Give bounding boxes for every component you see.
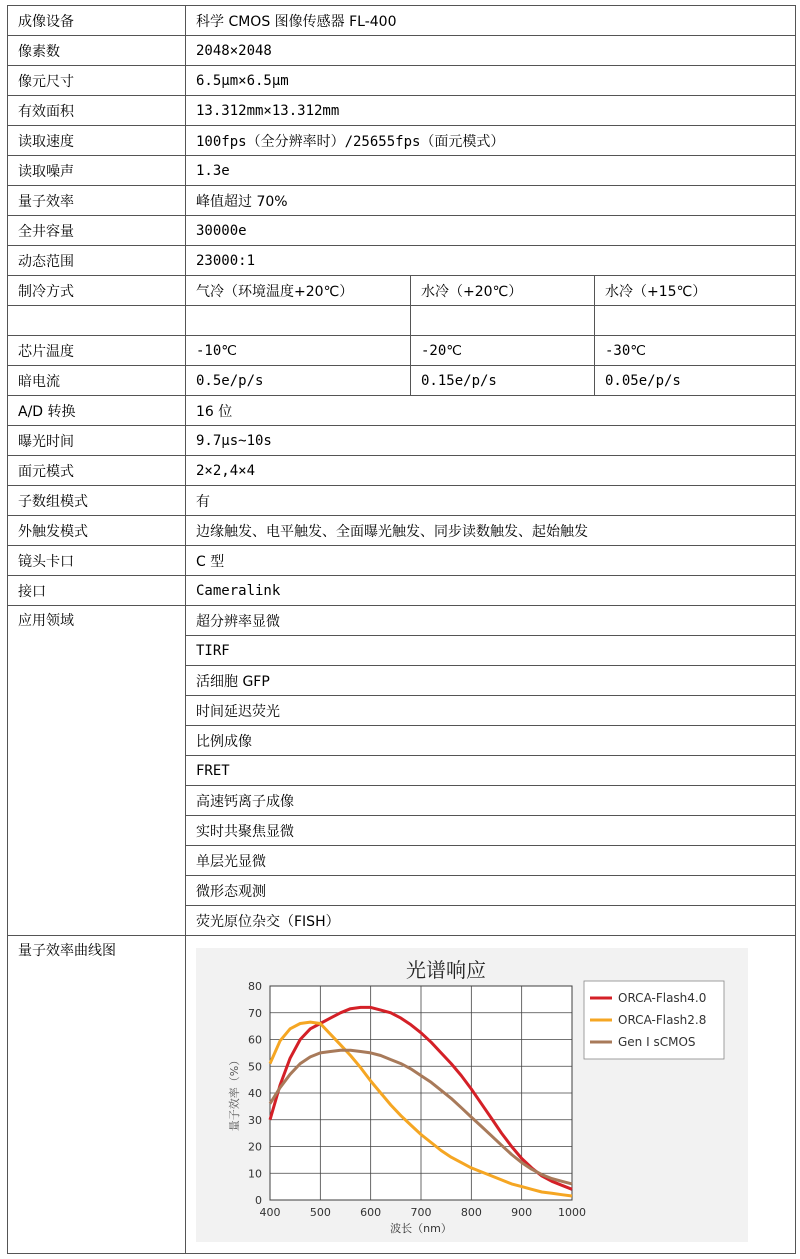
cooling-label: 制冷方式 xyxy=(8,276,186,306)
spec-row xyxy=(8,546,796,576)
spec-label: 成像设备 xyxy=(8,6,186,36)
chip-temp-value: -10℃ xyxy=(186,336,411,366)
dark-current-value: 0.5e/p/s xyxy=(186,366,411,396)
cooling-row xyxy=(8,276,796,306)
y-axis-label: 量子效率（%） xyxy=(228,1054,241,1131)
dark-current-value: 0.05e/p/s xyxy=(595,366,796,396)
dark-current-row xyxy=(8,366,796,396)
spec-value: 峰值超过 70% xyxy=(186,186,796,216)
spec-value: 2×2,4×4 xyxy=(186,456,796,486)
spec-row xyxy=(8,216,796,246)
legend-label: Gen I sCMOS xyxy=(618,1034,696,1049)
spec-value: 30000e xyxy=(186,216,796,246)
spec-row xyxy=(8,456,796,486)
x-tick-label: 500 xyxy=(309,1205,331,1219)
y-tick-label: 30 xyxy=(248,1113,262,1127)
application-item: 活细胞 GFP xyxy=(186,666,796,696)
spec-row xyxy=(8,156,796,186)
qe-curve-label: 量子效率曲线图 xyxy=(8,936,186,1254)
spec-label: 外触发模式 xyxy=(8,516,186,546)
legend-label: ORCA-Flash2.8 xyxy=(618,1012,707,1027)
applications-label: 应用领域 xyxy=(8,606,186,936)
spec-label: A/D 转换 xyxy=(8,396,186,426)
y-tick-label: 10 xyxy=(248,1166,262,1180)
spec-label: 动态范围 xyxy=(8,246,186,276)
spec-value: 100fps（全分辨率时）/25655fps（面元模式） xyxy=(186,126,796,156)
empty-cell xyxy=(186,306,411,336)
x-tick-label: 900 xyxy=(511,1205,533,1219)
dark-current-value: 0.15e/p/s xyxy=(411,366,595,396)
cooling-mode: 水冷（+20℃） xyxy=(411,276,595,306)
application-row xyxy=(8,606,796,636)
chip-temp-row xyxy=(8,336,796,366)
cooling-mode: 水冷（+15℃） xyxy=(595,276,796,306)
application-item: 时间延迟荧光 xyxy=(186,696,796,726)
spec-row xyxy=(8,96,796,126)
qe-chart-svg xyxy=(196,948,748,1242)
spec-table xyxy=(7,5,796,1254)
empty-row xyxy=(8,306,796,336)
spec-label: 读取噪声 xyxy=(8,156,186,186)
x-axis-label: 波长（nm） xyxy=(390,1221,452,1235)
spec-value: 9.7μs~10s xyxy=(186,426,796,456)
spec-label: 像元尺寸 xyxy=(8,66,186,96)
spec-value: 6.5μm×6.5μm xyxy=(186,66,796,96)
spec-label: 读取速度 xyxy=(8,126,186,156)
chip-temp-value: -20℃ xyxy=(411,336,595,366)
chart-title: 光谱响应 xyxy=(406,957,486,982)
x-tick-label: 1000 xyxy=(558,1205,586,1219)
spec-value: 23000:1 xyxy=(186,246,796,276)
application-item: FRET xyxy=(186,756,796,786)
cooling-mode: 气冷（环境温度+20℃） xyxy=(186,276,411,306)
spec-value: 2048×2048 xyxy=(186,36,796,66)
spec-label: 子数组模式 xyxy=(8,486,186,516)
spec-value: 边缘触发、电平触发、全面曝光触发、同步读数触发、起始触发 xyxy=(186,516,796,546)
spec-value: 有 xyxy=(186,486,796,516)
spec-label: 面元模式 xyxy=(8,456,186,486)
spec-row xyxy=(8,426,796,456)
y-tick-label: 50 xyxy=(248,1059,262,1073)
spec-value: 13.312mm×13.312mm xyxy=(186,96,796,126)
spec-row xyxy=(8,186,796,216)
spec-row xyxy=(8,36,796,66)
spec-row xyxy=(8,6,796,36)
y-tick-label: 60 xyxy=(248,1033,262,1046)
spec-row xyxy=(8,396,796,426)
spec-label: 有效面积 xyxy=(8,96,186,126)
spec-label: 接口 xyxy=(8,576,186,606)
application-item: 超分辨率显微 xyxy=(186,606,796,636)
application-item: TIRF xyxy=(186,636,796,666)
chip-temp-value: -30℃ xyxy=(595,336,796,366)
qe-chart-cell xyxy=(186,936,796,1254)
spec-label: 像素数 xyxy=(8,36,186,66)
application-item: 比例成像 xyxy=(186,726,796,756)
empty-cell xyxy=(8,306,186,336)
x-tick-label: 800 xyxy=(460,1205,482,1219)
spec-row xyxy=(8,486,796,516)
y-tick-label: 80 xyxy=(248,979,262,993)
qe-curve-row xyxy=(8,936,796,1254)
x-tick-label: 400 xyxy=(259,1205,281,1219)
y-tick-label: 70 xyxy=(248,1006,262,1020)
spec-value: 16 位 xyxy=(186,396,796,426)
empty-cell xyxy=(595,306,796,336)
spec-row xyxy=(8,66,796,96)
y-tick-label: 0 xyxy=(255,1193,262,1207)
spec-row xyxy=(8,516,796,546)
qe-chart xyxy=(196,948,748,1242)
chip-temp-label: 芯片温度 xyxy=(8,336,186,366)
spec-label: 曝光时间 xyxy=(8,426,186,456)
spec-label: 镜头卡口 xyxy=(8,546,186,576)
application-item: 实时共聚焦显微 xyxy=(186,816,796,846)
spec-label: 量子效率 xyxy=(8,186,186,216)
spec-value: 科学 CMOS 图像传感器 FL-400 xyxy=(186,6,796,36)
x-tick-label: 700 xyxy=(410,1205,432,1219)
spec-value: Cameralink xyxy=(186,576,796,606)
spec-row xyxy=(8,576,796,606)
y-tick-label: 20 xyxy=(248,1140,262,1153)
application-item: 单层光显微 xyxy=(186,846,796,876)
application-item: 高速钙离子成像 xyxy=(186,786,796,816)
legend-label: ORCA-Flash4.0 xyxy=(618,990,707,1005)
empty-cell xyxy=(411,306,595,336)
y-tick-label: 40 xyxy=(248,1086,262,1100)
x-tick-label: 600 xyxy=(360,1205,382,1219)
application-item: 荧光原位杂交（FISH） xyxy=(186,906,796,936)
spec-value: 1.3e xyxy=(186,156,796,186)
spec-value: C 型 xyxy=(186,546,796,576)
spec-row xyxy=(8,126,796,156)
dark-current-label: 暗电流 xyxy=(8,366,186,396)
application-item: 微形态观测 xyxy=(186,876,796,906)
spec-label: 全井容量 xyxy=(8,216,186,246)
spec-row xyxy=(8,246,796,276)
